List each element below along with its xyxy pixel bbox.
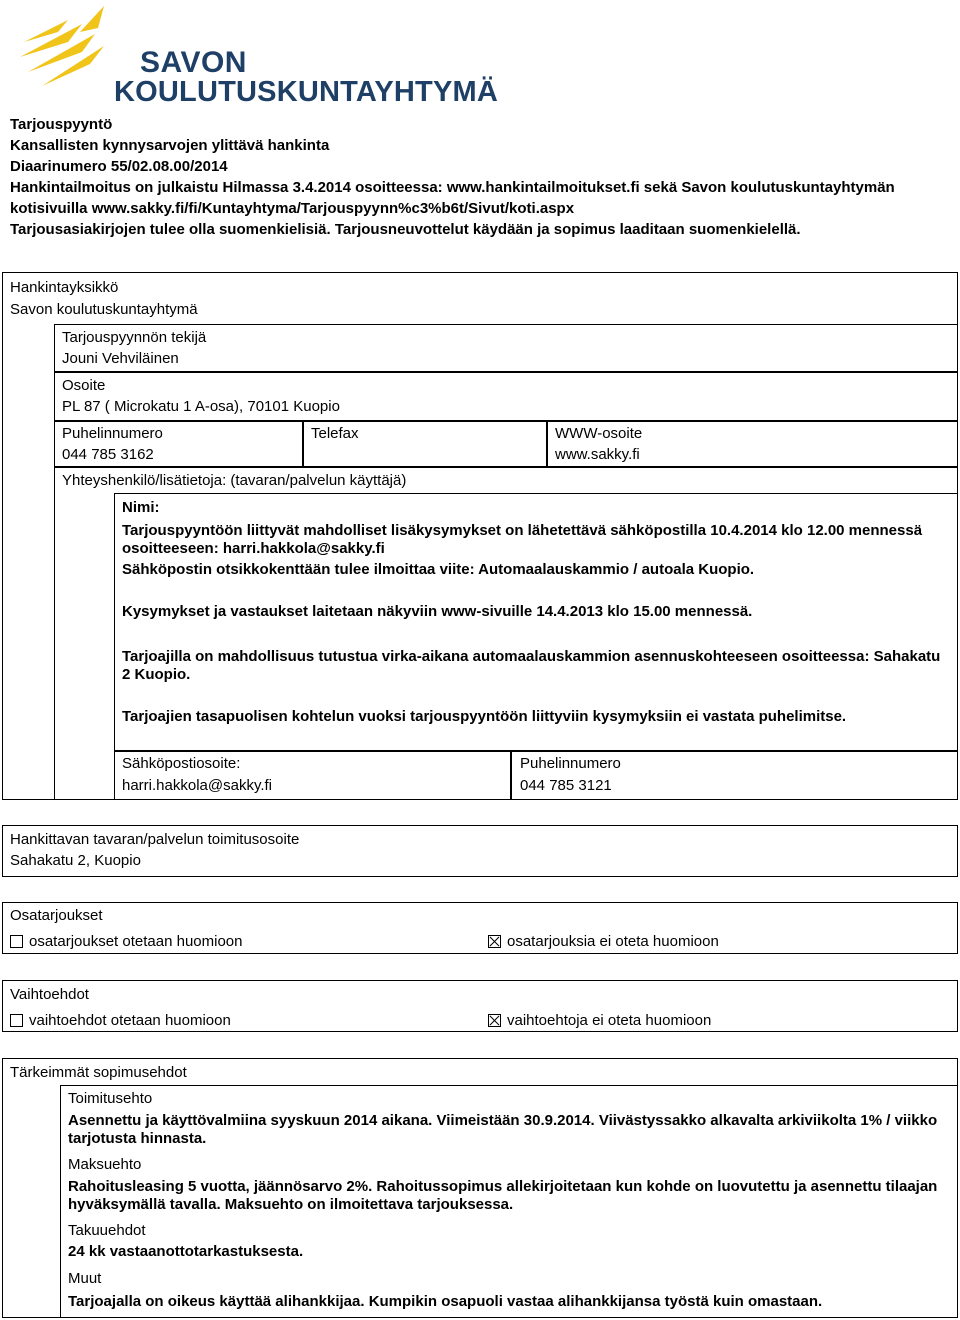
author-label: Tarjouspyynnön tekijä: [62, 329, 207, 346]
divider: [114, 750, 958, 752]
phone-value: 044 785 3162: [62, 446, 154, 463]
contact-info-questions: Tarjouspyyntöön liittyvät mahdolliset lisäkysymykset on lähetettävä sähköpostilla 10.4.2014 klo 12.00 mennessä osoitteeseen: harri.hakkola@sakky.fi: [122, 522, 923, 557]
delivery-address-label: Hankittavan tavaran/palvelun toimitusosoite: [10, 831, 300, 848]
organization-logo: [20, 2, 499, 108]
checkbox-unchecked-icon: [10, 1014, 23, 1027]
contact-info-visit: Tarjoajilla on mahdollisuus tutustua virka-aikana automaalauskammion asennuskohteeseen osoitteessa: Sahakatu 2 Kuopio.: [122, 648, 941, 683]
delivery-term-label: Toimitusehto: [68, 1090, 153, 1107]
language-note: Tarjousasiakirjojen tulee olla suomenkielisiä. Tarjousneuvottelut käydään ja sopimus laaditaan suomenkielellä.: [10, 221, 801, 238]
column-divider: [510, 750, 512, 800]
document-subject: Kansallisten kynnysarvojen ylittävä hankinta: [10, 137, 330, 154]
address-value: PL 87 ( Microkatu 1 A-osa), 70101 Kuopio: [62, 398, 340, 415]
divider: [54, 466, 958, 468]
payment-term-text: Rahoitusleasing 5 vuotta, jäännösarvo 2%. Rahoitussopimus allekirjoitetaan kun kohde on luovutettu ja asennettu tilaajan hyväksymällä tavalla. Maksuehto on ilmoitettava tarjouksessa.: [68, 1178, 938, 1213]
partial-offers-accepted-option: [10, 932, 242, 952]
contact-label: Yhteyshenkilö/lisätietoja: (tavaran/palvelun käyttäjä): [62, 472, 407, 489]
column-divider: [302, 420, 304, 466]
publication-notice-line-1: Hankintailmoitus on julkaistu Hilmassa 3.4.2014 osoitteessa: www.hankintailmoitukset.fi sekä Savon koulutuskuntayhtymän: [10, 179, 895, 196]
contact-name-label: Nimi:: [122, 499, 160, 516]
www-value: www.sakky.fi: [555, 446, 640, 463]
delivery-address-value: Sahakatu 2, Kuopio: [10, 852, 141, 869]
document-type: Tarjouspyyntö: [10, 116, 113, 133]
alternatives-rejected-option: [488, 1011, 711, 1031]
logo-text-koulutuskuntayhtyma: KOULUTUSKUNTAYHTYMÄ: [114, 76, 499, 108]
author-name: Jouni Vehviläinen: [62, 350, 179, 367]
contact-info-no-phone: Tarjoajien tasapuolisen kohtelun vuoksi tarjouspyyntöön liittyviin kysymyksiin ei vastata puhelimitse.: [122, 708, 847, 725]
checkbox-unchecked-icon: [10, 935, 23, 948]
authority-name: Savon koulutuskuntayhtymä: [10, 301, 198, 318]
contact-info-subject: Sähköpostin otsikkokenttään tulee ilmoittaa viite: Automaalauskammio / autoala Kuopio.: [122, 561, 755, 578]
contact-info-answers: Kysymykset ja vastaukset laitetaan näkyviin www-sivuille 14.4.2013 klo 15.00 mennessä.: [122, 603, 753, 620]
authority-label: Hankintayksikkö: [10, 279, 119, 296]
phone-label: Puhelinnumero: [62, 425, 163, 442]
alternatives-label: Vaihtoehdot: [10, 986, 89, 1003]
checkbox-checked-icon: [488, 1014, 501, 1027]
other-term-text: Tarjoajalla on oikeus käyttää alihankkijaa. Kumpikin osapuoli vastaa alihankkijansa työstä kuin omastaan.: [68, 1293, 823, 1310]
document-intro: [10, 114, 950, 240]
warranty-term-text: 24 kk vastaanottotarkastuksesta.: [68, 1243, 304, 1260]
delivery-term-text: Asennettu ja käyttövalmiina syyskuun 2014 aikana. Viimeistään 30.9.2014. Viivästyssakko alkavalta arkiviikolta 1% / viikko tarjotusta hinnasta.: [68, 1112, 938, 1147]
divider: [54, 371, 958, 373]
warranty-term-label: Takuuehdot: [68, 1222, 146, 1239]
email-label: Sähköpostiosoite:: [122, 755, 241, 772]
checkbox-checked-icon: [488, 935, 501, 948]
contact-phone-value: 044 785 3121: [520, 777, 612, 794]
partial-offers-accepted-label: osatarjoukset otetaan huomioon: [29, 933, 243, 950]
contract-terms-label: Tärkeimmät sopimusehdot: [10, 1064, 187, 1081]
payment-term-label: Maksuehto: [68, 1156, 142, 1173]
contact-phone-label: Puhelinnumero: [520, 755, 621, 772]
address-label: Osoite: [62, 377, 106, 394]
www-label: WWW-osoite: [555, 425, 643, 442]
alternatives-rejected-label: vaihtoehtoja ei oteta huomioon: [507, 1012, 712, 1029]
partial-offers-label: Osatarjoukset: [10, 907, 103, 924]
alternatives-accepted-label: vaihtoehdot otetaan huomioon: [29, 1012, 231, 1029]
diary-number: Diaarinumero 55/02.08.00/2014: [10, 158, 228, 175]
column-divider: [546, 420, 548, 466]
fax-label: Telefax: [311, 425, 359, 442]
publication-notice-line-2: kotisivuilla www.sakky.fi/fi/Kuntayhtyma/Tarjouspyynn%c3%b6t/Sivut/koti.aspx: [10, 200, 575, 217]
divider: [54, 420, 958, 422]
logo-text-savon: SAVON: [140, 46, 247, 79]
email-value: harri.hakkola@sakky.fi: [122, 777, 272, 794]
partial-offers-rejected-option: [488, 932, 719, 952]
other-term-label: Muut: [68, 1270, 102, 1287]
partial-offers-rejected-label: osatarjouksia ei oteta huomioon: [507, 933, 719, 950]
alternatives-accepted-option: [10, 1011, 231, 1031]
